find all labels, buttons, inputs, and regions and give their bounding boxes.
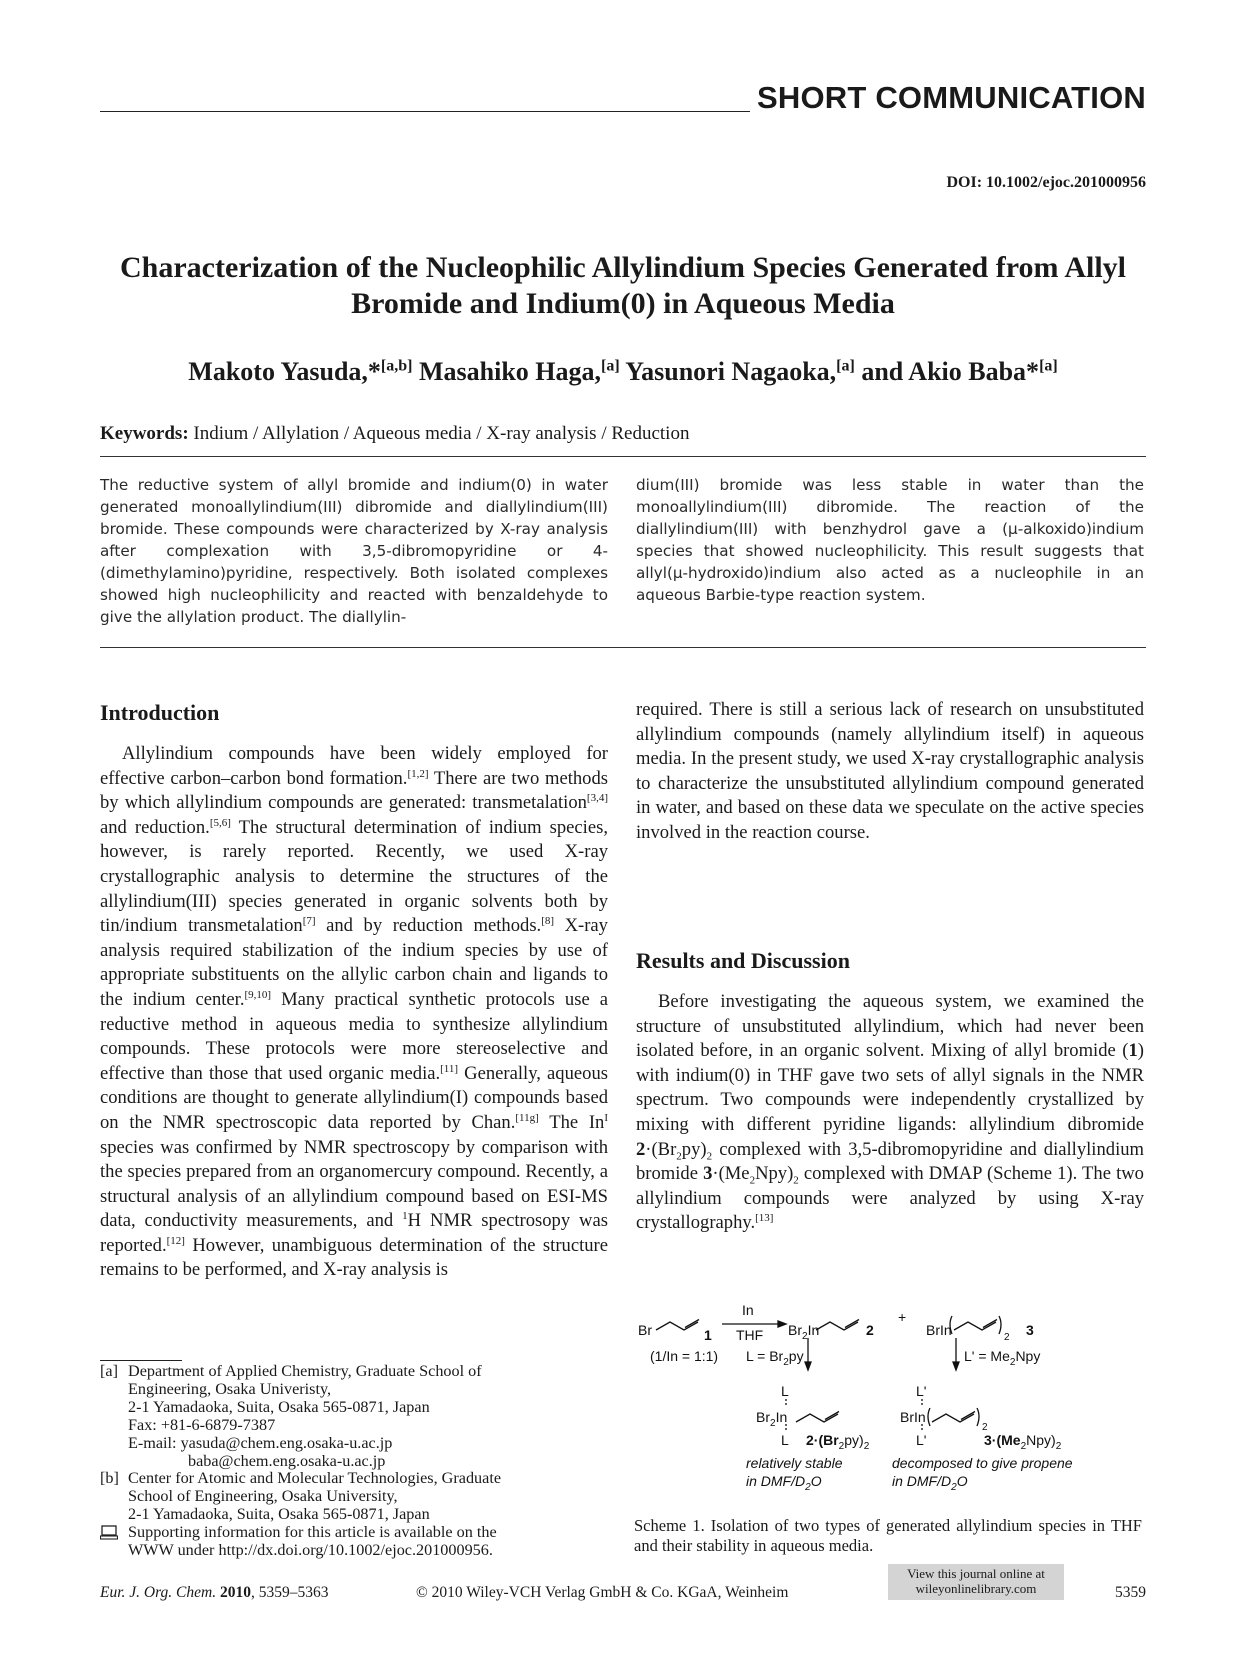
scheme-label: L': [916, 1383, 927, 1399]
keywords-text: Indium / Allylation / Aqueous media / X-ray analysis / Reduction: [193, 423, 690, 444]
footnote-tag: [b]: [100, 1469, 119, 1488]
ligand-label: $L' = Me_2Npy$: [964, 1348, 1041, 1368]
keywords-label: Keywords:: [100, 423, 189, 444]
author-affiliation: [a]: [1039, 357, 1058, 375]
doi[interactable]: DOI: 10.1002/ejoc.201000956: [946, 174, 1146, 191]
compound-label: $3\cdot(Me_2Npy)_2$: [984, 1432, 1062, 1452]
double-bond-line: [845, 1320, 859, 1328]
scheme-label: BrIn: [900, 1409, 926, 1425]
scheme-subscript: 2: [1004, 1332, 1010, 1343]
article-title: Characterization of the Nucleophilic Allylindium Species Generated from Allyl Bromide and Indium(0) in Aqueous Media: [119, 251, 1127, 320]
abstract-left: The reductive system of allyl bromide and indium(0) in water generated monoallylindium(III) dibromide and diallylindium(III) bromide. These compounds were characterized by X-ray analysis after complexation with 3,5-dibromopyridine or 4-(dimethylamino)pyridine, respectively. Both isolated complexes showed high nucleophilicity and reacted with benzaldehyde to give the allylation product. The diallylin-: [100, 476, 608, 626]
scheme-label: L': [916, 1432, 927, 1448]
journal-pages: , 5359–5363: [250, 1584, 329, 1601]
supporting-info-note: [100, 1524, 608, 1560]
online-link[interactable]: wileyonlinelibrary.com: [915, 1581, 1037, 1596]
plus-sign: +: [898, 1309, 907, 1325]
author-affiliation: [a]: [601, 357, 620, 375]
email-link[interactable]: E-mail: yasuda@chem.eng.osaka-u.ac.jp: [128, 1433, 393, 1452]
double-bond-line: [961, 1412, 975, 1420]
scheme-subscript: 2: [982, 1422, 988, 1433]
citation[interactable]: [13]: [755, 1212, 774, 1225]
scheme-1: [630, 1300, 1150, 1490]
compound-label: $2\cdot(Br_2py)_2$: [806, 1432, 870, 1452]
journal-name: Eur. J. Org. Chem.: [100, 1584, 217, 1601]
compound-number: 1: [704, 1327, 712, 1343]
scheme-label: BrIn: [926, 1322, 952, 1338]
citation[interactable]: [12]: [166, 1234, 185, 1247]
citation[interactable]: [3,4]: [586, 792, 608, 804]
page-number: 5359: [1115, 1584, 1146, 1601]
header-rule: [100, 111, 750, 112]
citation[interactable]: [11]: [440, 1062, 459, 1075]
citation[interactable]: [8]: [541, 914, 555, 927]
copyright: © 2010 Wiley-VCH Verlag GmbH & Co. KGaA, Weinheim: [416, 1584, 789, 1601]
online-line: View this journal online at: [907, 1566, 1045, 1581]
citation[interactable]: [9,10]: [244, 988, 272, 1001]
double-bond-line: [825, 1412, 839, 1420]
section-label: SHORT COMMUNICATION: [757, 80, 1146, 115]
footnotes: [100, 1363, 608, 1560]
author-name: Masahiko Haga,: [418, 357, 602, 386]
footnote-line: Supporting information for this article is available on the: [128, 1523, 497, 1542]
compound-number: 2: [866, 1322, 874, 1338]
author-affiliation: [a]: [836, 357, 855, 375]
author-name: Makoto Yasuda,*: [188, 357, 381, 386]
footnote-a: [100, 1363, 608, 1470]
scheme-diagram: [630, 1300, 1150, 1490]
scheme-label: $Br_2In$: [788, 1322, 820, 1342]
footnote-line: Center for Atomic and Molecular Technologies, Graduate: [128, 1469, 502, 1488]
author-list: [100, 357, 1146, 387]
solvent-label: THF: [736, 1327, 764, 1343]
computer-icon: [100, 1524, 128, 1560]
footnote-line: Department of Applied Chemistry, Graduate School of: [128, 1362, 482, 1380]
footnote-line: Fax: +81-6-6879-7387: [128, 1415, 276, 1434]
introduction-body: Allylindium compounds have been widely employed for effective carbon–carbon bond formation.[1,2] There are two methods by which allylindium compounds are generated: transmetalation[3,4] and reduction.[5,6] The structural determination of indium species, however, is rarely reported. Recently, we used X-ray crystallographic analysis to determine the structures of the allylindium(III) species generated in organic solvents both by tin/indium transmetalation[7] and by reduction methods.[8] X-ray analysis required stabilization of the indium species by use of appropriate substituents on the allylic carbon chain and ligands to the indium center.[9,10] Many practical synthetic protocols use a reductive method in aqueous media to synthesize allylindium compounds. These protocols were more stereoselective and effective than those that used organic media.[11] Generally, aqueous conditions are thought to generate allylindium(I) compounds based on the NMR spectroscopic data reported by Chan.[11g] The $In^I$ species was confirmed by NMR spectroscopy by comparison with the species prepared from an organomercury compound. Recently, a structural analysis of an allylindium compound based on ESI-MS data, conductivity measurements, and $^1$H NMR spectrosopy was reported.[12] However, unambiguous determination of the structure remains to be performed, and X-ray analysis is: [100, 743, 609, 1281]
scheme-label: Br: [638, 1322, 652, 1338]
footnote-tag: [a]: [100, 1362, 118, 1380]
footnote-b: [100, 1470, 608, 1524]
citation[interactable]: [11g]: [515, 1111, 539, 1124]
author-name: Yasunori Nagaoka,: [625, 357, 837, 386]
abstract-right: dium(III) bromide was less stable in water than the monoallylindium(III) dibromide. The reaction of the diallylindium(III) with benzhydrol gave a (μ-alkoxido)indium species that showed nucleophilicity. This result suggests that allyl(μ-hydroxido)indium also acted as a nucleophile in an aqueous Barbie-type reaction system.: [636, 476, 1144, 604]
footnote-line: Engineering, Osaka Univeristy,: [128, 1379, 332, 1398]
scheme-label: $Br_2In$: [756, 1409, 788, 1429]
stability-note: relatively stable: [746, 1455, 843, 1471]
footnote-line: School of Engineering, Osaka University,: [128, 1487, 398, 1506]
scheme-caption: Scheme 1. Isolation of two types of generated allylindium species in THF and their stability in aqueous media.: [634, 1516, 1142, 1555]
scheme-label: L: [781, 1383, 789, 1399]
footnote-line: 2-1 Yamadaoka, Suita, Osaka 565-0871, Japan: [128, 1397, 430, 1416]
author-affiliation: [a,b]: [380, 357, 413, 375]
abstract-top-rule: [100, 456, 1146, 457]
scheme-label: L: [781, 1432, 789, 1448]
arrow-head: [778, 1321, 786, 1327]
results-heading: Results and Discussion: [636, 948, 850, 973]
keywords: [100, 423, 689, 445]
footnote-rule: [100, 1360, 182, 1361]
ratio-label: (1/In = 1:1): [650, 1348, 719, 1364]
journal-year: 2010: [219, 1584, 251, 1601]
reagent-label: In: [742, 1302, 754, 1318]
citation[interactable]: [5,6]: [209, 816, 231, 829]
citation[interactable]: [7]: [302, 914, 316, 927]
supporting-info-link[interactable]: WWW under http://dx.doi.org/10.1002/ejoc.201000956.: [128, 1541, 493, 1560]
bracket-right: [999, 1316, 1001, 1334]
footnote-line: 2-1 Yamadaoka, Suita, Osaka 565-0871, Japan: [128, 1505, 430, 1524]
ligand-label: $L = Br_2py$: [746, 1348, 804, 1368]
double-bond-line: [685, 1320, 699, 1328]
double-bond-line: [983, 1320, 997, 1328]
stability-note: in DMF/$D_2O$: [746, 1473, 822, 1490]
email-link[interactable]: baba@chem.eng.osaka-u.ac.jp: [188, 1451, 386, 1470]
bracket-left: [928, 1408, 930, 1426]
compound-number: 3: [1026, 1322, 1034, 1338]
decomposition-note: in DMF/$D_2O$: [892, 1473, 968, 1490]
introduction-heading: Introduction: [100, 700, 220, 725]
bracket-right: [977, 1408, 979, 1426]
introduction-continuation: required. There is still a serious lack of research on unsubstituted allylindium compounds (namely allylindium itself) in aqueous media. In the present study, we used X-ray crystallographic analysis to characterize the unsubstituted allylindium compound generated in water, and based on these data we speculate on the active species involved in the reaction course.: [636, 699, 1144, 843]
citation[interactable]: [1,2]: [407, 767, 429, 780]
decomposition-note: decomposed to give propene: [892, 1455, 1073, 1471]
online-journal-box[interactable]: [888, 1564, 1064, 1600]
journal-citation: [100, 1584, 328, 1602]
abstract-bottom-rule: [100, 647, 1146, 648]
arrow-head: [953, 1362, 959, 1370]
author-name: and Akio Baba*: [861, 357, 1040, 386]
arrow-head: [805, 1362, 811, 1370]
results-body: Before investigating the aqueous system, we examined the structure of unsubstituted allylindium, which had never been isolated before, in an organic solvent. Mixing of allyl bromide (1) with indium(0) in THF gave two sets of allyl signals in the NMR spectrum. Two compounds were independently crystallized by mixing with different pyridine ligands: allylindium dibromide $2\cdot(Br_2py)_2$ complexed with 3,5-dibromopyridine and diallylindium bromide $3\cdot(Me_2Npy)_2$ complexed with DMAP (Scheme 1). The two allylindium compounds were analyzed by using X-ray crystallography.[13]: [636, 991, 1144, 1234]
